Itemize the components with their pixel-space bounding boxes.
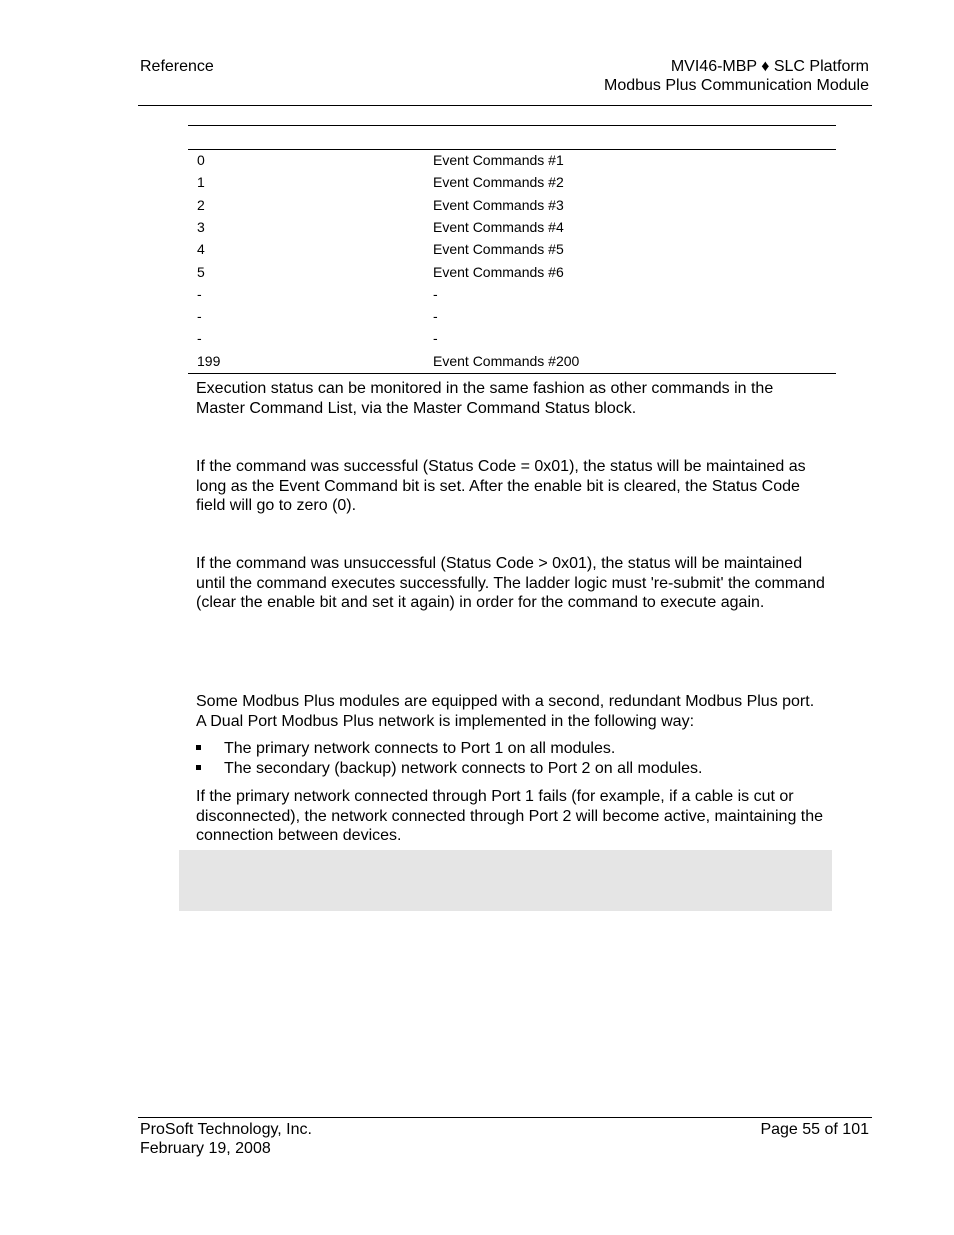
table-header-rule bbox=[188, 149, 836, 150]
paragraph-failover: If the primary network connected through Port 1 fails (for example, if a cable is cut or disconnected), the network connected through Port 2 will become active, maintaining the connection between devices. bbox=[196, 788, 824, 845]
table-cell-index: 3 bbox=[197, 218, 205, 235]
paragraph-execution-status: Execution status can be monitored in the same fashion as other commands in the Master Command List, via the Master Command Status block. bbox=[196, 380, 774, 417]
table-cell-label: Event Commands #4 bbox=[433, 218, 564, 235]
footer-page-number: Page 55 of 101 bbox=[760, 1121, 869, 1138]
header-rule bbox=[138, 105, 872, 106]
paragraph-dual-port-intro: Some Modbus Plus modules are equipped with a second, redundant Modbus Plus port. A Dual Port Modbus Plus network is implemented in the following way: bbox=[196, 693, 815, 730]
table-cell-label: Event Commands #3 bbox=[433, 196, 564, 213]
header-product-line: MVI46-MBP ♦ SLC Platform bbox=[670, 58, 869, 75]
table-cell-label: Event Commands #2 bbox=[433, 174, 564, 191]
bullet-text: The primary network connects to Port 1 on all modules. bbox=[224, 740, 616, 757]
table-cell-label: Event Commands #6 bbox=[433, 263, 564, 280]
footer-rule bbox=[138, 1117, 872, 1118]
table-cell-index: 5 bbox=[197, 263, 205, 280]
paragraph-success-status: If the command was successful (Status Code = 0x01), the status will be maintained as long as the Event Command bit is set. After the enable bit is cleared, the Status Code field will go to zero (0). bbox=[196, 458, 806, 515]
table-cell-index: 1 bbox=[197, 174, 205, 191]
header-section-title: Reference bbox=[140, 58, 214, 75]
table-cell-label: Event Commands #1 bbox=[433, 152, 564, 168]
table-cell-index: - bbox=[197, 330, 202, 347]
table-cell-index: 0 bbox=[197, 152, 205, 168]
table-cell-index: 2 bbox=[197, 196, 205, 213]
table-cell-label: Event Commands #200 bbox=[433, 352, 580, 369]
table-cell-index: 199 bbox=[197, 352, 221, 369]
table-cell-label: - bbox=[433, 330, 438, 347]
table-cell-index: - bbox=[197, 308, 202, 325]
table-top-rule bbox=[188, 125, 836, 126]
footer-date: February 19, 2008 bbox=[140, 1140, 271, 1157]
table-cell-label: Event Commands #5 bbox=[433, 241, 564, 258]
table-cell-index: 4 bbox=[197, 241, 205, 258]
square-bullet-icon bbox=[196, 745, 201, 750]
footer-company: ProSoft Technology, Inc. bbox=[140, 1121, 312, 1138]
bullet-text: The secondary (backup) network connects to Port 2 on all modules. bbox=[224, 760, 703, 777]
table-cell-index: - bbox=[197, 285, 202, 302]
square-bullet-icon bbox=[196, 765, 201, 770]
table-cell-label: - bbox=[433, 308, 438, 325]
paragraph-failure-status: If the command was unsuccessful (Status Code > 0x01), the status will be maintained until the command executes successfully. The ladder logic must 're-submit' the command (clear the enable bit and set it again) in order for the command to execute again. bbox=[196, 555, 825, 612]
table-bottom-rule bbox=[188, 373, 836, 374]
header-module-line: Modbus Plus Communication Module bbox=[603, 77, 869, 94]
event-command-table bbox=[188, 125, 836, 375]
note-box bbox=[179, 850, 832, 911]
table-cell-label: - bbox=[433, 285, 438, 302]
